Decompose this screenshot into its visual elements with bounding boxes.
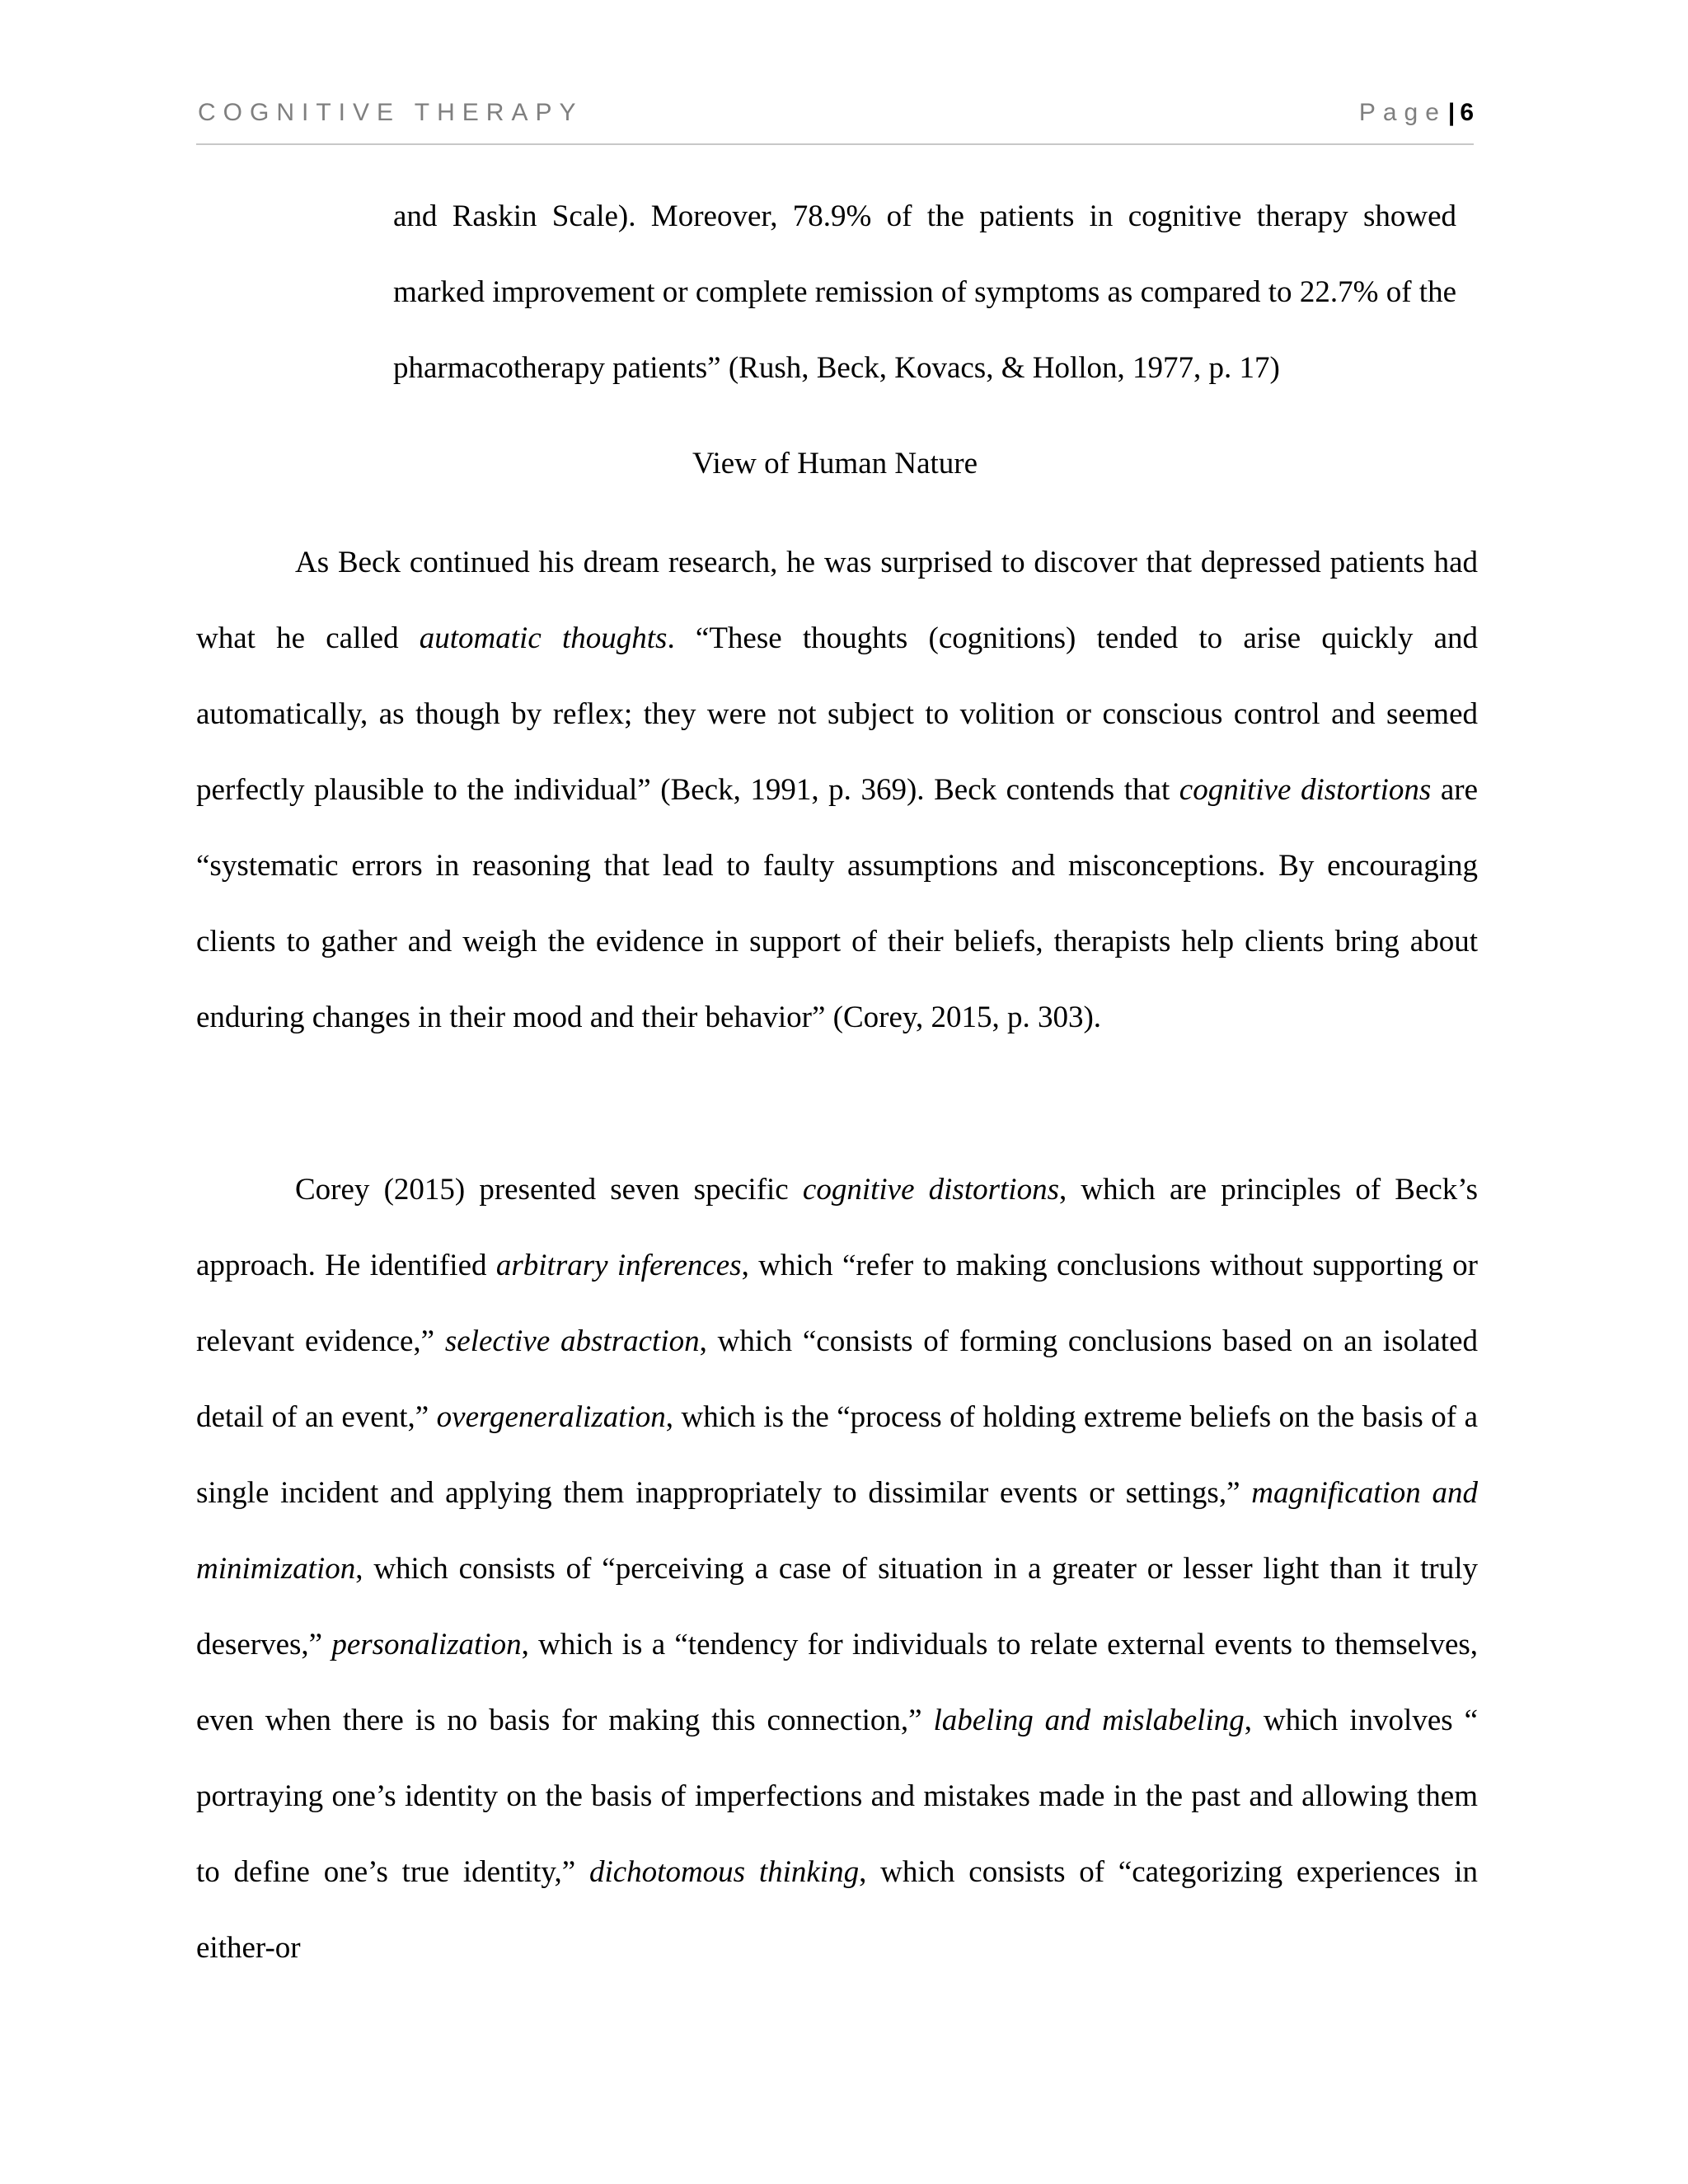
italic-term: automatic thoughts (419, 621, 668, 655)
page-header (196, 97, 1474, 145)
italic-term: overgeneralization (436, 1400, 666, 1434)
text-run: Corey (2015) presented seven specific (295, 1173, 803, 1207)
italic-term: arbitrary inferences (495, 1249, 742, 1282)
paragraph-automatic-thoughts (196, 525, 1478, 1056)
text-run: As Beck continued his dream research, he was surprised to discover that depressed patients had what he called (196, 546, 1478, 655)
italic-term: selective abstraction (444, 1324, 700, 1358)
italic-term: personalization (331, 1628, 522, 1661)
text-run: , which consists of “perceiving a case of situation in a greater or lesser light than it truly deserves,” (196, 1552, 1478, 1661)
page-separator: | (1447, 99, 1456, 126)
text-run: , which “refer to making conclusions without supporting or relevant evidence,” (196, 1249, 1478, 1358)
italic-term: labeling and mislabeling (933, 1704, 1245, 1737)
page-number: 6 (1460, 99, 1474, 126)
text-run: are “systematic errors in reasoning that lead to faulty assumptions and misconceptions. By encouraging clients to gather and weigh the evidence in support of their beliefs, therapists help clients bring about enduring changes in their mood and their behavior” (Corey, 2015, p. 303). (196, 773, 1478, 1034)
text-run: , which consists of “categorizing experiences in either-or (196, 1855, 1478, 1965)
page-label: Page (1358, 99, 1447, 126)
paragraph-text (196, 1152, 1478, 1986)
paragraph-text (196, 525, 1478, 1056)
text-run: , which involves “ portraying one’s identity on the basis of imperfections and mistakes made in the past and allowing them to define one’s true identity,” (196, 1704, 1478, 1889)
running-head-title: COGNITIVE THERAPY (198, 99, 584, 126)
text-run: , which “consists of forming conclusions based on an isolated detail of an event,” (196, 1324, 1479, 1434)
text-run: , which are principles of Beck’s approach. He identified (196, 1173, 1478, 1282)
italic-term: cognitive distortions (1179, 773, 1432, 807)
italic-term: dichotomous thinking (588, 1855, 860, 1889)
block-quote-text: and Raskin Scale). Moreover, 78.9% of the patients in cognitive therapy showed marked improvement or complete remission of symptoms as compared to 22.7% of the pharmacotherapy patients” (Rush, Beck, Kovacs, & Hollon, 1977, p. 17) (393, 199, 1456, 385)
page-number-block (1359, 99, 1474, 127)
italic-term: magnification and minimization (196, 1476, 1478, 1586)
italic-term: cognitive distortions (802, 1173, 1059, 1207)
block-quote (393, 179, 1456, 406)
text-run: , which is the “process of holding extreme beliefs on the basis of a single incident and applying them inappropriately to dissimilar events or settings,” (196, 1400, 1478, 1510)
section-heading: View of Human Nature (692, 447, 978, 480)
text-run: , which is a “tendency for individuals to relate external events to themselves, even when there is no basis for making this connection,” (196, 1628, 1479, 1737)
text-run: . “These thoughts (cognitions) tended to arise quickly and automatically, as though by reflex; they were not subject to volition or conscious control and seemed perfectly plausible to the individual” (Beck, 1991, p. 369). Beck contends that (196, 621, 1478, 807)
paragraph-cognitive-distortions (196, 1152, 1478, 1986)
